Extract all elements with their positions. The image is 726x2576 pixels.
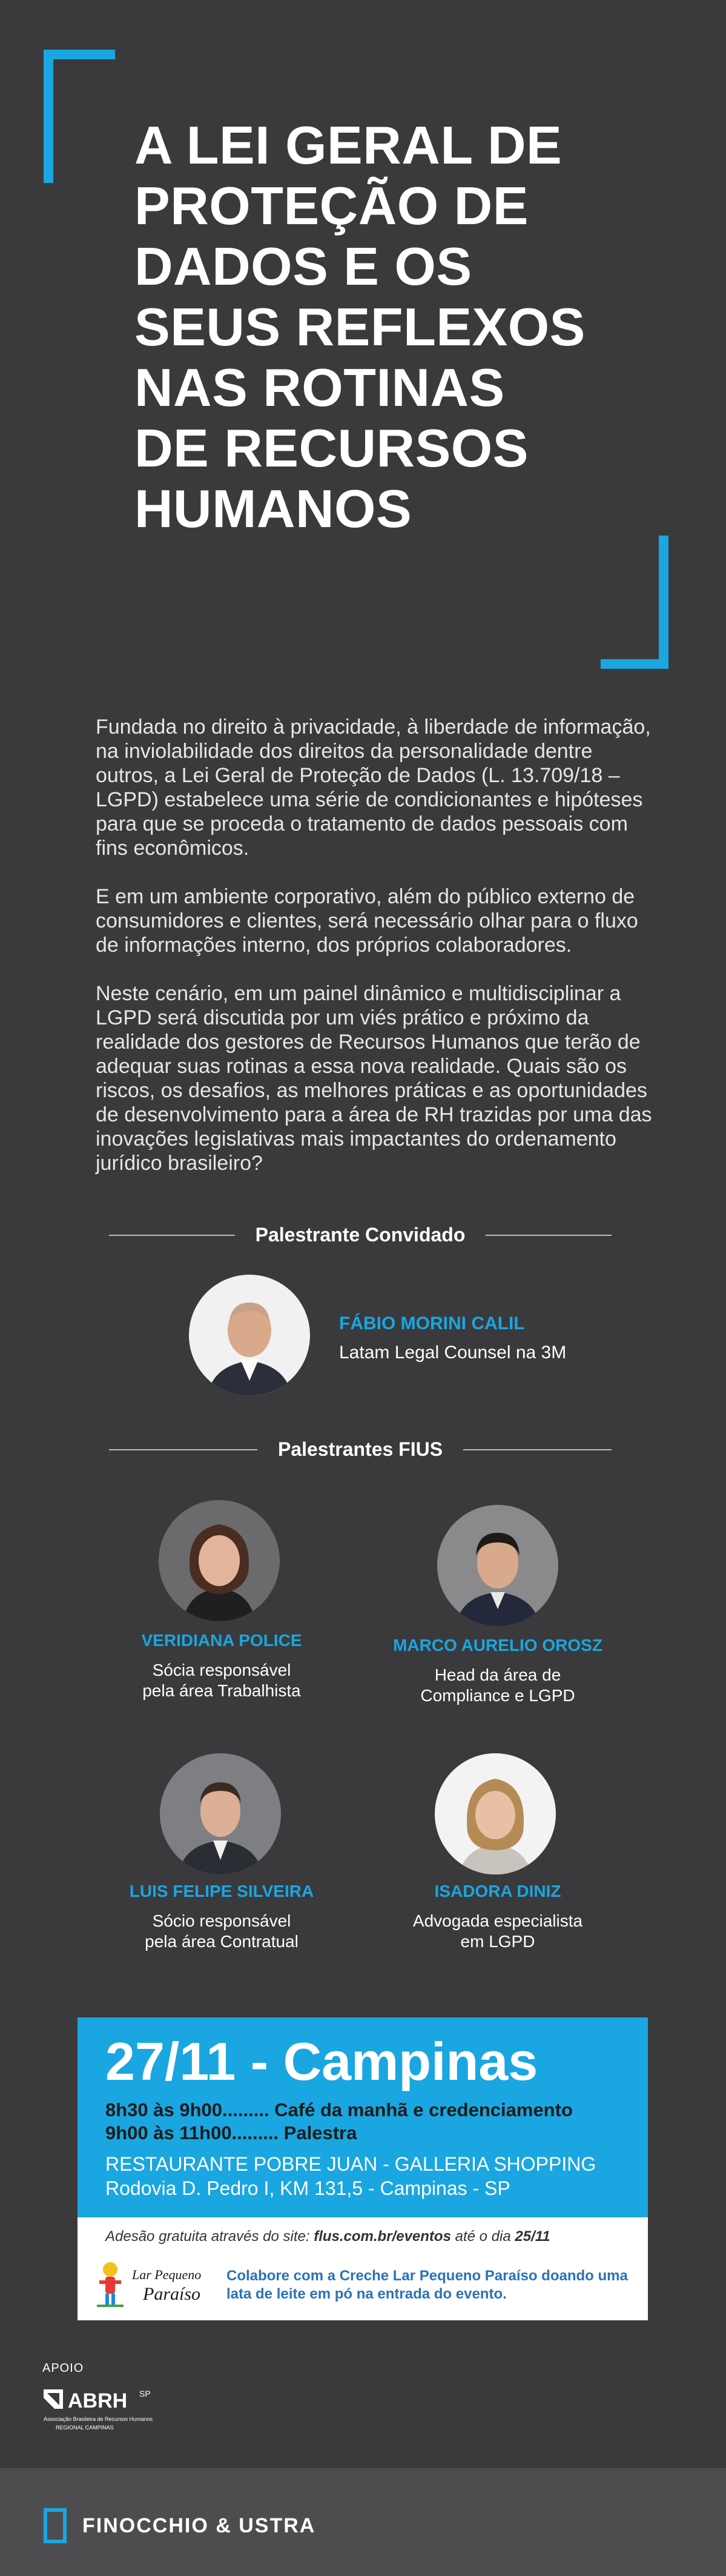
speaker-avatar [159,1500,280,1621]
speaker-avatar [437,1505,558,1626]
speaker-role [371,1665,625,1706]
title-line: DADOS E OS [134,236,472,296]
registration-link[interactable]: flus.com.br/eventos [314,2228,451,2245]
corner-bracket-top-left [44,50,115,183]
schedule-item: 8h30 às 9h00......... Café da manhã e credenciamento [105,2099,573,2120]
fius-section-header [109,1438,612,1461]
speaker-name: VERIDIANA POLICE [141,1631,302,1650]
abrh-line2: REGIONAL CAMPINAS [56,2425,114,2431]
divider [109,1235,235,1236]
speaker-role-line: Sócia responsável [152,1661,291,1679]
speaker-name: ISADORA DINIZ [434,1882,561,1900]
schedule-item: 9h00 às 11h00......... Palestra [105,2122,357,2143]
place-line: Rodovia D. Pedro I, KM 131,5 - Campinas - SP [105,2177,510,2199]
lar-logo-line2: Paraíso [143,2284,201,2304]
place-line: RESTAURANTE POBRE JUAN - GALLERIA SHOPPING [105,2153,596,2175]
lar-message: Colabore com a Creche Lar Pequeno Paraíso doando uma lata de leite em pó na entrada do evento. [226,2268,628,2302]
title-line: DE RECURSOS [134,418,529,478]
event-date-city: 27/11 - Campinas [105,2031,538,2091]
speaker-role [94,1911,349,1952]
corner-bracket-bottom-right [601,536,668,669]
divider [109,1449,257,1450]
intro-text [96,715,653,1200]
registration-prefix: Adesão gratuita através do site: [105,2228,314,2245]
finocchio-ustra-icon [44,2508,67,2543]
apoio-label: APOIO [42,2362,84,2375]
fius-section-label: Palestrantes FIUS [277,1438,443,1460]
speaker-role [371,1911,625,1952]
speaker-name: MARCO AURELIO OROSZ [393,1636,602,1655]
title-line: SEUS REFLEXOS [134,297,586,357]
abrh-name: ABRH [68,2389,128,2412]
guest-name: FÁBIO MORINI CALIL [339,1313,525,1333]
abrh-logo [42,2387,163,2435]
speaker-role [94,1660,349,1701]
speaker-role-line: Advogada especialista [412,1911,583,1930]
intro-paragraph: Neste cenário, em um painel dinâmico e multidisciplinar a LGPD será discutida por um viés prático e próximo da realidade dos gestores de Recursos Humanos que terão de adequar suas rotinas a essa nova realidade. Quais são os riscos, os desafios, as melhores práticas e as oportunidades de desenvolvimento para a área de RH trazidas por uma das inovações legislativas mais impactantes do ordenamento jurídico brasileiro? [96,982,652,1175]
registration-mid: até o dia [450,2228,515,2245]
registration-deadline: 25/11 [515,2228,550,2245]
lar-logo-line1: Lar Pequeno [132,2267,202,2282]
guest-section-header [109,1224,612,1246]
speaker-name: LUIS FELIPE SILVEIRA [129,1882,314,1900]
footer-brand: FINOCCHIO & USTRA [82,2514,316,2537]
speaker-avatar [160,1753,281,1874]
guest-section-label: Palestrante Convidado [255,1224,466,1246]
divider [486,1235,612,1236]
intro-paragraph: E em um ambiente corporativo, além do público externo de consumidores e clientes, será necessário olhar para o fluxo de informações interno, dos próprios colaboradores. [96,885,638,957]
title-line: PROTEÇÃO DE [134,176,529,236]
speaker-role-line: Head da área de [434,1665,561,1684]
event-schedule [105,2099,573,2145]
title-line: HUMANOS [134,479,412,539]
divider [463,1449,612,1450]
registration-note [105,2228,550,2245]
speaker-role-line: Sócio responsável [152,1911,291,1930]
speaker-avatar [435,1753,556,1874]
page-title [134,115,631,539]
intro-paragraph: Fundada no direito à privacidade, à liberdade de informação, na inviolabilidade dos direitos da personalidade dentre outros, a Lei Geral de Proteção de Dados (L. 13.709/18 – LGPD) estabelece uma série de condicionantes e hipóteses para que se proceda o tratamento de dados pessoais com fins econômicos. [96,715,651,860]
event-box [78,2017,648,2320]
speaker-role-line: pela área Trabalhista [142,1681,301,1700]
title-line: NAS ROTINAS [134,357,505,417]
title-line: A LEI GERAL DE [134,115,563,175]
event-info-panel [78,2217,648,2320]
event-place [105,2152,596,2200]
guest-avatar [189,1275,310,1396]
speaker-role-line: em LGPD [460,1932,535,1951]
abrh-suffix: SP [139,2389,151,2398]
abrh-line1: Associação Brasileira de Recursos Humanos [44,2416,153,2422]
speaker-role-line: pela área Contratual [145,1932,299,1951]
guest-role: Latam Legal Counsel na 3M [339,1343,567,1363]
speaker-role-line: Compliance e LGPD [420,1686,575,1705]
footer [0,2468,726,2576]
lar-pequeno-paraiso-logo [92,2256,219,2313]
